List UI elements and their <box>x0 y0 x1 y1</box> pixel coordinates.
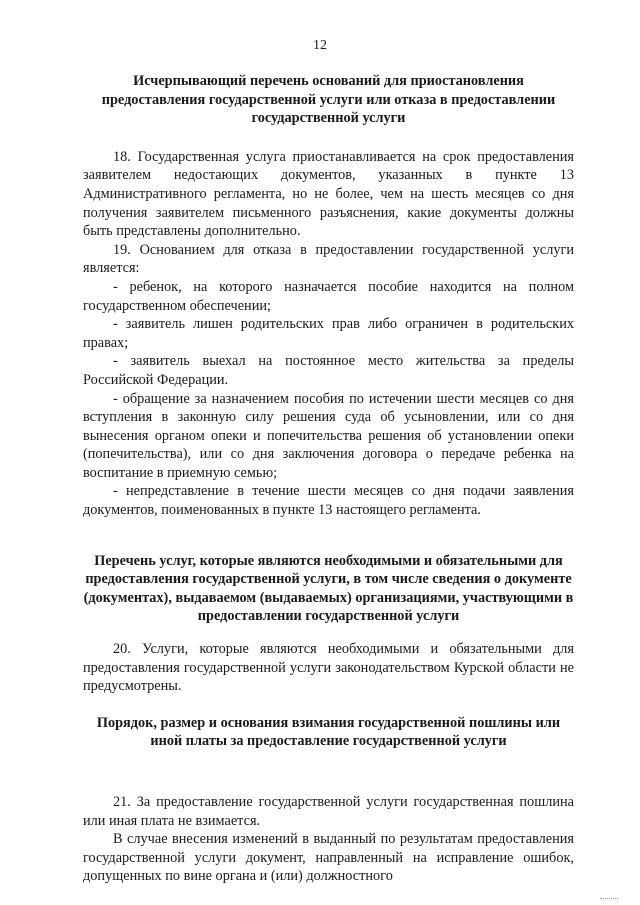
section-heading-suspension: Исчерпывающий перечень оснований для приостановления предоставления государственной услуги или отказа в предоставлении государственной услуги <box>101 73 556 127</box>
scan-mark <box>600 897 618 899</box>
paragraph-18: 18. Государственная услуга приостанавливается на срок предоставления заявителем недостающих документов, указанных в пункте 13 Административного регламента, но не более, чем на шесть месяцев со дня получения заявителем письменного разъяснения, какие документы должны быть представлены дополнительно. <box>83 148 574 240</box>
section-heading-required-services: Перечень услуг, которые являются необходимыми и обязательными для предоставления государственной услуги, в том числе сведения о документе (документах), выдаваемом (выдаваемых) организациями, участвующими в предоставлении государственной услуги <box>83 552 574 625</box>
document-body <box>83 72 574 886</box>
list-item: - непредставление в течение шести месяцев со дня подачи заявления документов, поименованных в пункте 13 настоящего регламента. <box>83 483 574 519</box>
list-item: - заявитель выехал на постоянное место жительства за пределы Российской Федерации. <box>83 353 574 388</box>
paragraph-19: 19. Основанием для отказа в предоставлении государственной услуги является: <box>83 241 574 277</box>
page-number: 12 <box>313 38 327 53</box>
section-heading-fees: Порядок, размер и основания взимания государственной пошлины или иной платы за предоставление государственной услуги <box>96 714 561 750</box>
paragraph-21: 21. За предоставление государственной услуги государственная пошлина или иная плата не взимается. <box>83 794 574 829</box>
paragraph-21-continued: В случае внесения изменений в выданный по результатам предоставления государственной услуги документ, направленный на исправление ошибок, допущенных по вине органа и (или) должностного <box>83 831 574 885</box>
list-item: - заявитель лишен родительских прав либо ограничен в родительских правах; <box>83 316 574 351</box>
list-item: - ребенок, на которого назначается пособие находится на полном государственном обеспечении; <box>83 278 574 314</box>
list-item: - обращение за назначением пособия по истечении шести месяцев со дня вступления в законную силу решения суда об усыновлении, или со дня вынесения органом опеки и попечительства решения об установлении опеки (попечительства), или со дня заключения договора о передаче ребенка на воспитание в приемную семью; <box>83 390 574 481</box>
paragraph-20: 20. Услуги, которые являются необходимыми и обязательными для предоставления государственной услуги законодательством Курской области не предусмотрены. <box>83 641 574 695</box>
